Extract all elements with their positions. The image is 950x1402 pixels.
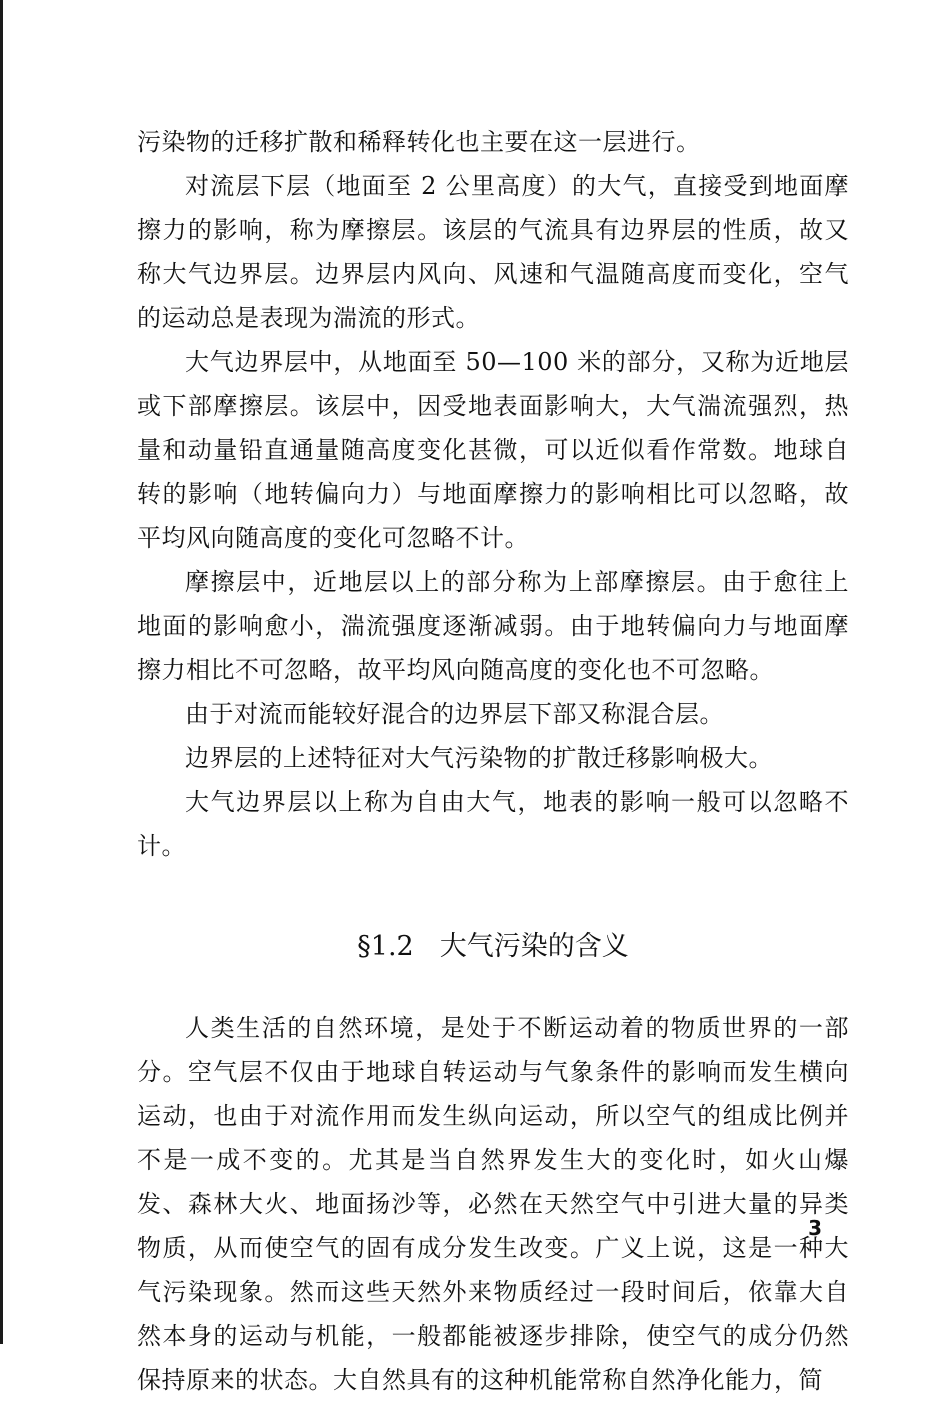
text-line: 运动，也由于对流作用而发生纵向运动，所以空气的组成比例并	[137, 1102, 849, 1130]
text-line: 污染物的迁移扩散和稀释转化也主要在这一层进行。	[137, 128, 701, 156]
section-number: §1.2	[357, 931, 414, 962]
text-line: 擦力相比不可忽略，故平均风向随高度的变化也不可忽略。	[137, 656, 774, 684]
text-line: 转的影响（地转偏向力）与地面摩擦力的影响相比可以忽略，故	[137, 480, 849, 508]
section-title: 大气污染的含义	[439, 931, 629, 962]
paragraph	[137, 340, 849, 560]
text-line: 大气边界层中，从地面至 50—100 米的部分，又称为近地层	[185, 348, 849, 376]
text-line: 由于对流而能较好混合的边界层下部又称混合层。	[185, 700, 724, 728]
text-line: 边界层的上述特征对大气污染物的扩散迁移影响极大。	[185, 744, 773, 772]
paragraph	[137, 1006, 849, 1402]
text-line: 人类生活的自然环境，是处于不断运动着的物质世界的一部	[185, 1014, 849, 1042]
section-heading	[137, 868, 849, 1002]
text-line: 发、森林大火、地面扬沙等，必然在天然空气中引进大量的异类	[137, 1190, 849, 1218]
text-line: 量和动量铅直通量随高度变化甚微，可以近似看作常数。地球自	[137, 436, 849, 464]
text-line: 然本身的运动与机能，一般都能被逐步排除，使空气的成分仍然	[137, 1322, 849, 1350]
section-paragraphs	[137, 1006, 849, 1402]
text-line: 分。空气层不仅由于地球自转运动与气象条件的影响而发生横向	[137, 1058, 849, 1086]
text-line: 地面的影响愈小，湍流强度逐渐减弱。由于地转偏向力与地面摩	[137, 612, 849, 640]
text-line: 物质，从而使空气的固有成分发生改变。广义上说，这是一种大	[137, 1234, 849, 1262]
text-line: 保持原来的状态。大自然具有的这种机能常称自然净化能力，简	[137, 1366, 823, 1394]
paragraph	[137, 560, 849, 692]
paragraph	[137, 736, 849, 780]
text-line: 或下部摩擦层。该层中，因受地表面影响大，大气湍流强烈，热	[137, 392, 849, 420]
text-line: 对流层下层（地面至 2 公里高度）的大气，直接受到地面摩	[185, 172, 849, 200]
page-text	[137, 120, 849, 1402]
text-line: 的运动总是表现为湍流的形式。	[137, 304, 480, 332]
text-line: 气污染现象。然而这些天然外来物质经过一段时间后，依靠大自	[137, 1278, 849, 1306]
paragraph	[137, 692, 849, 736]
paragraph	[137, 120, 849, 164]
text-line: 称大气边界层。边界层内风向、风速和气温随高度而变化，空气	[137, 260, 849, 288]
text-line: 不是一成不变的。尤其是当自然界发生大的变化时，如火山爆	[137, 1146, 849, 1174]
text-line: 平均风向随高度的变化可忽略不计。	[137, 524, 529, 552]
text-line: 计。	[137, 832, 186, 860]
page-number: 3	[808, 1216, 822, 1240]
text-line: 摩擦层中，近地层以上的部分称为上部摩擦层。由于愈往上	[185, 568, 849, 596]
text-line: 大气边界层以上称为自由大气，地表的影响一般可以忽略不	[185, 788, 849, 816]
upper-paragraphs	[137, 120, 849, 868]
page-edge-rule	[0, 0, 3, 1344]
paragraph	[137, 164, 849, 340]
paragraph	[137, 780, 849, 868]
text-line: 擦力的影响，称为摩擦层。该层的气流具有边界层的性质，故又	[137, 216, 849, 244]
